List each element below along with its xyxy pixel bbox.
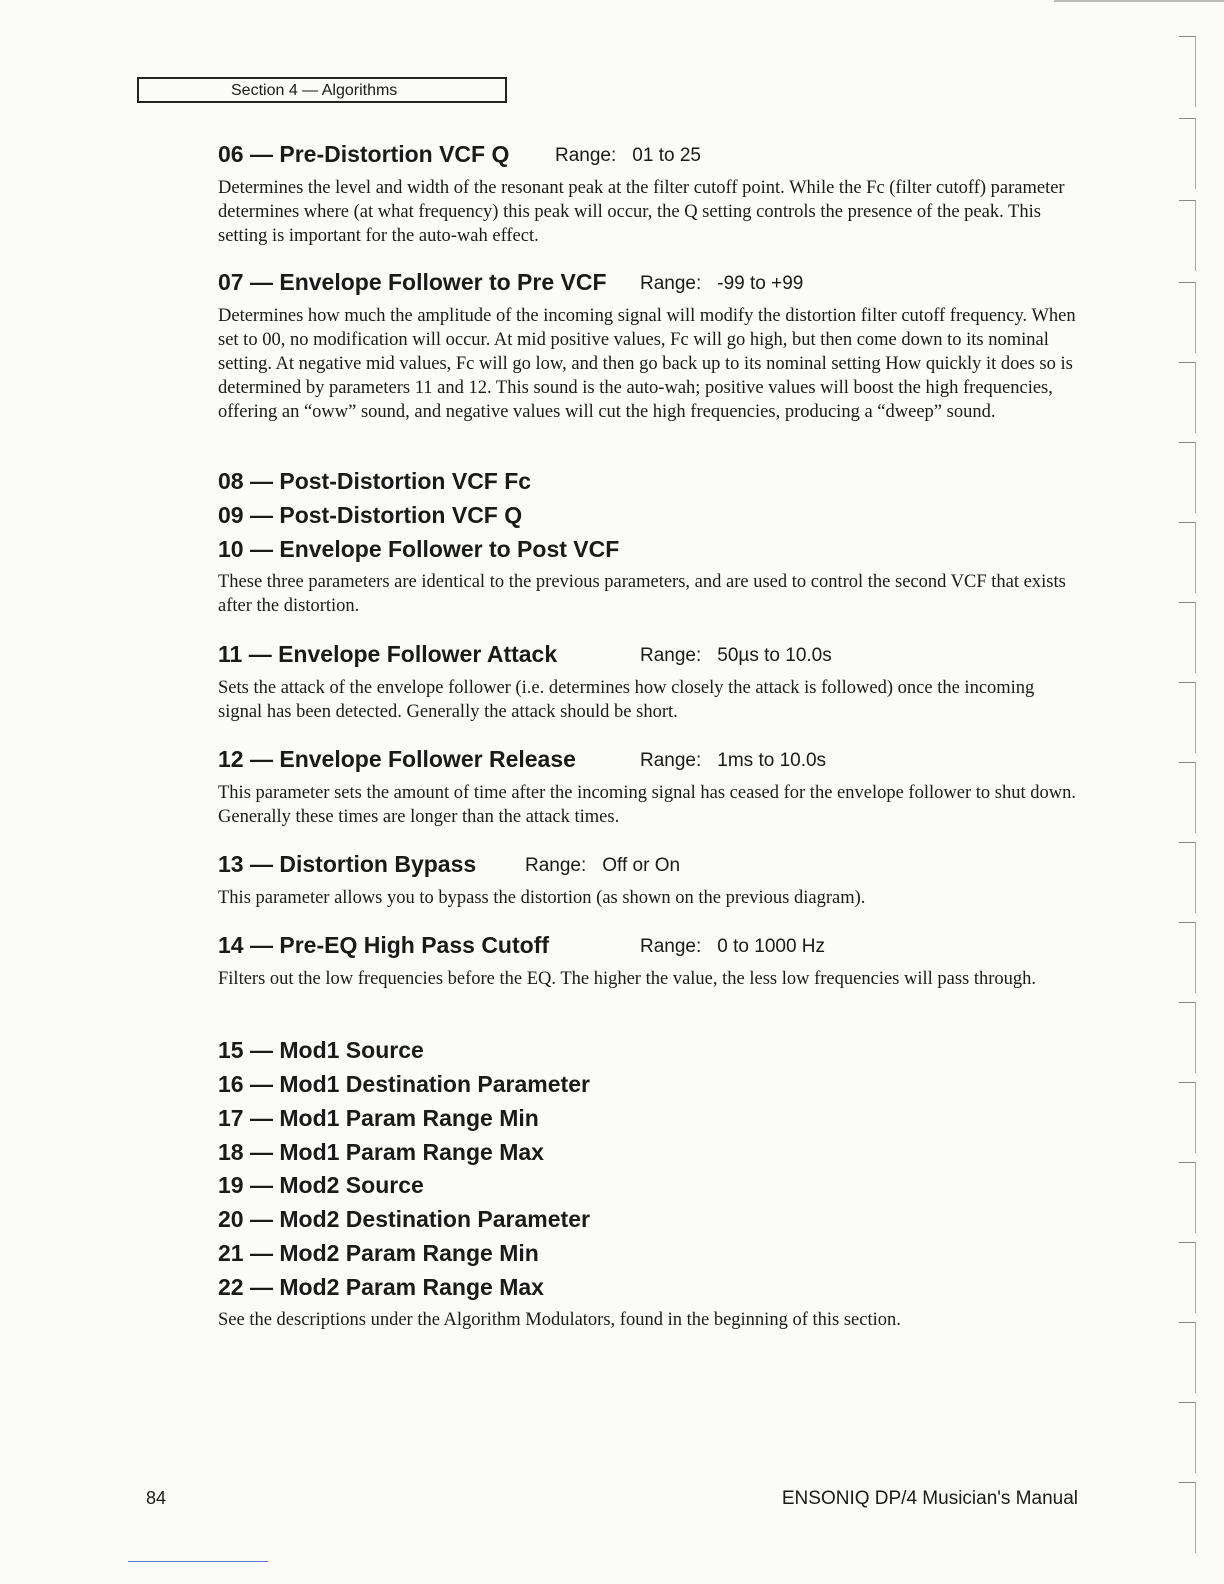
param-07-title: 07 — Envelope Follower to Pre VCF bbox=[218, 269, 607, 295]
param-10-title: 10 — Envelope Follower to Post VCF bbox=[218, 536, 620, 562]
range-value: 50µs to 10.0s bbox=[717, 645, 832, 666]
manual-title: ENSONIQ DP/4 Musician's Manual bbox=[781, 1488, 1078, 1509]
edge-tab-mark bbox=[1179, 36, 1196, 107]
param-11-description: Sets the attack of the envelope follower (i.e. determines how closely the attack is followed) once the incoming signal has been detected. Generally the attack should be short. bbox=[218, 678, 1035, 722]
edge-tab-mark bbox=[1179, 1402, 1196, 1473]
param-12-range bbox=[640, 747, 826, 775]
edge-tab-mark bbox=[1179, 282, 1196, 353]
param-06-range bbox=[555, 142, 701, 170]
param-20-title: 20 — Mod2 Destination Parameter bbox=[218, 1206, 590, 1232]
edge-tab-mark bbox=[1179, 1242, 1196, 1313]
range-value: Off or On bbox=[602, 855, 681, 876]
param-16-title: 16 — Mod1 Destination Parameter bbox=[218, 1071, 590, 1097]
range-label: Range: bbox=[640, 936, 702, 957]
param-13-title: 13 — Distortion Bypass bbox=[218, 851, 477, 877]
param-07-description: Determines how much the amplitude of the incoming signal will modify the distortion filter cutoff frequency. When set to 00, no modification will occur. At mid positive values, Fc will go high, but then come down to its nominal setting. At negative mid values, Fc will go low, and then go back up to its nominal setting How quickly it does so is determined by parameters 11 and 12. This sound is the auto-wah; positive values will boost the high frequencies, offering an “oww” sound, and negative values will cut the high frequencies, producing a “dweep” sound. bbox=[218, 306, 1076, 422]
param-18-title: 18 — Mod1 Param Range Max bbox=[218, 1139, 544, 1165]
range-value: 01 to 25 bbox=[632, 145, 701, 166]
param-11-title: 11 — Envelope Follower Attack bbox=[218, 641, 558, 667]
edge-tab-mark bbox=[1179, 602, 1196, 673]
edge-tab-mark bbox=[1179, 442, 1196, 513]
scan-edge-bottom bbox=[128, 1561, 268, 1562]
param-22-title: 22 — Mod2 Param Range Max bbox=[218, 1274, 544, 1300]
range-label: Range: bbox=[640, 750, 702, 771]
param-13-description: This parameter allows you to bypass the distortion (as shown on the previous diagram). bbox=[218, 888, 866, 908]
param-08-10-description: These three parameters are identical to the previous parameters, and are used to control the second VCF that exists after the distortion. bbox=[218, 572, 1066, 616]
edge-tab-mark bbox=[1179, 1002, 1196, 1073]
range-value: -99 to +99 bbox=[717, 273, 804, 294]
param-08-title: 08 — Post-Distortion VCF Fc bbox=[218, 468, 532, 494]
param-07-range bbox=[640, 270, 803, 298]
range-value: 1ms to 10.0s bbox=[717, 750, 827, 771]
param-14-range bbox=[640, 933, 825, 961]
section-header-box bbox=[137, 77, 507, 103]
edge-tab-mark bbox=[1179, 1482, 1196, 1553]
range-value: 0 to 1000 Hz bbox=[717, 936, 826, 957]
param-14-title: 14 — Pre-EQ High Pass Cutoff bbox=[218, 932, 550, 958]
param-14-description: Filters out the low frequencies before the EQ. The higher the value, the less low frequencies will pass through. bbox=[218, 969, 1037, 989]
range-label: Range: bbox=[555, 145, 617, 166]
param-21-title: 21 — Mod2 Param Range Min bbox=[218, 1240, 539, 1266]
edge-tab-mark bbox=[1179, 362, 1196, 433]
range-label: Range: bbox=[525, 855, 587, 876]
param-06-description: Determines the level and width of the resonant peak at the filter cutoff point. While the Fc (filter cutoff) parameter determines where (at what frequency) this peak will occur, the Q setting controls the presence of the peak. This setting is important for the auto-wah effect. bbox=[218, 178, 1065, 246]
edge-tab-mark bbox=[1179, 682, 1196, 753]
param-12-title: 12 — Envelope Follower Release bbox=[218, 746, 576, 772]
param-17-title: 17 — Mod1 Param Range Min bbox=[218, 1105, 539, 1131]
edge-tab-mark bbox=[1179, 762, 1196, 833]
section-header-label: Section 4 — Algorithms bbox=[231, 82, 398, 99]
param-15-title: 15 — Mod1 Source bbox=[218, 1037, 424, 1063]
edge-tab-mark bbox=[1179, 1322, 1196, 1393]
page-number: 84 bbox=[146, 1488, 167, 1508]
edge-tab-mark bbox=[1179, 842, 1196, 913]
edge-tab-mark bbox=[1179, 922, 1196, 993]
param-13-range bbox=[525, 852, 680, 880]
range-label: Range: bbox=[640, 273, 702, 294]
edge-tab-mark bbox=[1179, 200, 1196, 271]
param-19-title: 19 — Mod2 Source bbox=[218, 1172, 424, 1198]
edge-tab-mark bbox=[1179, 1082, 1196, 1153]
range-label: Range: bbox=[640, 645, 702, 666]
scan-edge-top bbox=[1054, 0, 1224, 2]
param-11-range bbox=[640, 642, 832, 670]
edge-tab-mark bbox=[1179, 118, 1196, 189]
param-15-22-description: See the descriptions under the Algorithm Modulators, found in the beginning of this section. bbox=[218, 1310, 901, 1330]
param-06-title: 06 — Pre-Distortion VCF Q bbox=[218, 141, 510, 167]
edge-tab-mark bbox=[1179, 1162, 1196, 1233]
edge-tab-mark bbox=[1179, 522, 1196, 593]
param-09-title: 09 — Post-Distortion VCF Q bbox=[218, 502, 523, 528]
param-12-description: This parameter sets the amount of time after the incoming signal has ceased for the envelope follower to shut down. Generally these times are longer than the attack times. bbox=[218, 783, 1076, 827]
